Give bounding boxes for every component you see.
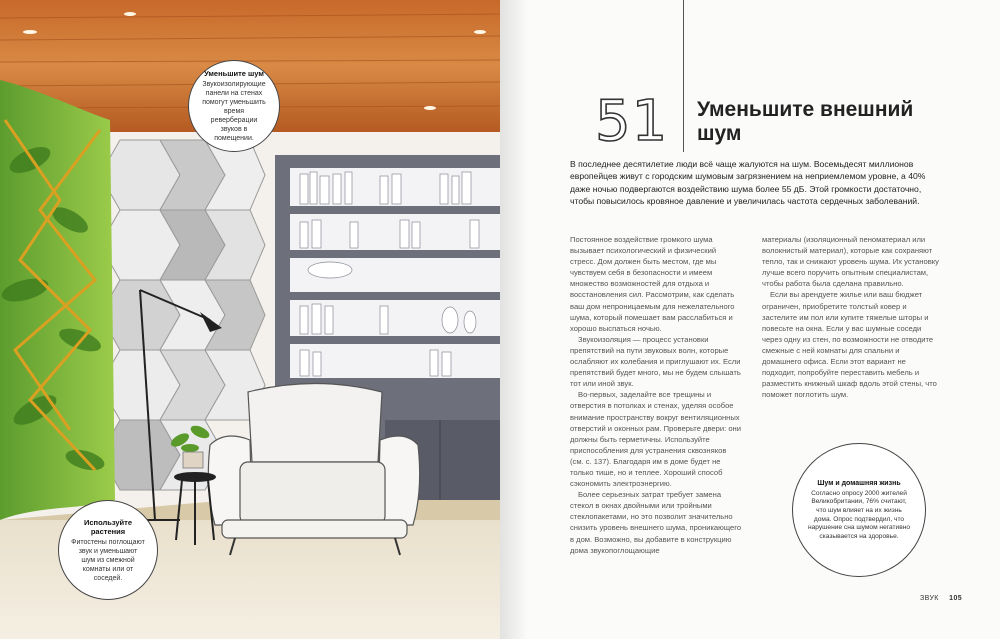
body-paragraph: Во-первых, заделайте все трещины и отверстия в потолках и стенах, уделяя особое внимание пространству вокруг вентиляционных отверстий и оконных рам. Проверьте двери: они должны быть герметичны. Используйте приспособления для устранения сквозняков (см. с. 137). Благодаря им в доме будет не только тише, но и теплее. Хороший способ сэкономить электроэнергию.: [570, 390, 741, 489]
fact-bubble-text: Согласно опросу 2000 жителей Великобритании, 76% считают, что шум влияет на их жизнь дома. Опрос подтвердил, что нарушение сна шумом негативно сказывается на здоровье.: [807, 489, 911, 540]
tip-bubble-use-plants: [58, 500, 158, 600]
fact-bubble-title: Шум и домашняя жизнь: [817, 479, 901, 487]
fact-bubble-noise-home-life: [792, 443, 926, 577]
tip-bubble-title: Уменьшите шум: [204, 69, 264, 78]
page-footer: [920, 595, 962, 602]
page-number: 105: [949, 595, 963, 602]
body-paragraph: материалы (изоляционный пеноматериал или волокнистый материал), которые как сохраняют тепло, так и снижают уровень шума. Их установку лучше всего поручить опытным специалистам, чтобы работа была сделана правильно.: [762, 235, 939, 289]
gutter-shadow: [500, 0, 528, 639]
tip-bubble-text: Звукоизолирующие панели на стенах помогут уменьшить время реверберации звуков в помещении.: [202, 81, 266, 142]
right-page-text: [500, 0, 1000, 639]
lead-paragraph: [570, 158, 942, 208]
tip-bubble-reduce-noise: [188, 60, 280, 152]
chapter-title: Уменьшите внешний шум: [697, 98, 914, 145]
body-column-2: [762, 234, 940, 400]
tip-bubble-title: Используйте растения: [83, 517, 133, 536]
chapter-number: 51: [595, 89, 669, 154]
tip-bubble-text: Фитостены поглощают звук и уменьшают шум из смежной комнаты или от соседей.: [71, 538, 145, 582]
body-paragraph: Более серьезных затрат требует замена стекол в окнах двойными или тройными стеклопакетами, но это позволит значительно снизить уровень внешнего шума, проникающего в дом. Возможно, вы добавите в конструкцию дома звукопоглощающие: [570, 490, 742, 555]
lead-text: В последнее десятилетие люди всё чаще жалуются на шум. Восемьдесят миллионов европейцев живут с городским шумовым загрязнением на неприемлемом уровне, а 40% даже ночью подвергаются воздействию шума более 55 дБ. Этой громкости достаточно, чтобы повысилось кровяное давление и увеличилась частота сердечных заболеваний.: [570, 159, 926, 207]
body-column-1: [570, 234, 742, 556]
chapter-divider-line: [683, 0, 684, 152]
body-paragraph: Если вы арендуете жилье или ваш бюджет ограничен, приобретите толстый ковер и застелите им пол или купите тяжелые шторы и повесьте на окна. Если у вас шумные соседи через одну из стен, по возможности не отводите смежные с ней комнаты для спальни и домашнего офиса. Если этот вариант не подходит, попробуйте переставить мебель и разместить книжный шкаф вдоль этой стены, что поможет поглотить шум.: [762, 290, 937, 400]
section-name: ЗВУК: [920, 595, 939, 602]
body-paragraph: Звукоизоляция — процесс установки препятствий на пути звуковых волн, которые ослабляют их колебания и приглушают их. Если препятствий будет много, мы не будем слышать тот или иной звук.: [570, 334, 741, 389]
body-paragraph: Постоянное воздействие громкого шума вызывает психологический и физический стресс. Дом должен быть местом, где мы чувствуем себя в безопасности и имеем множество возможностей для отдыха и восстановления сил. Рассмотрим, как сделать ваш дом непроницаемым для нежелательного шума, который помешает вам расслабиться и хорошо выспаться ночью.: [570, 235, 735, 333]
